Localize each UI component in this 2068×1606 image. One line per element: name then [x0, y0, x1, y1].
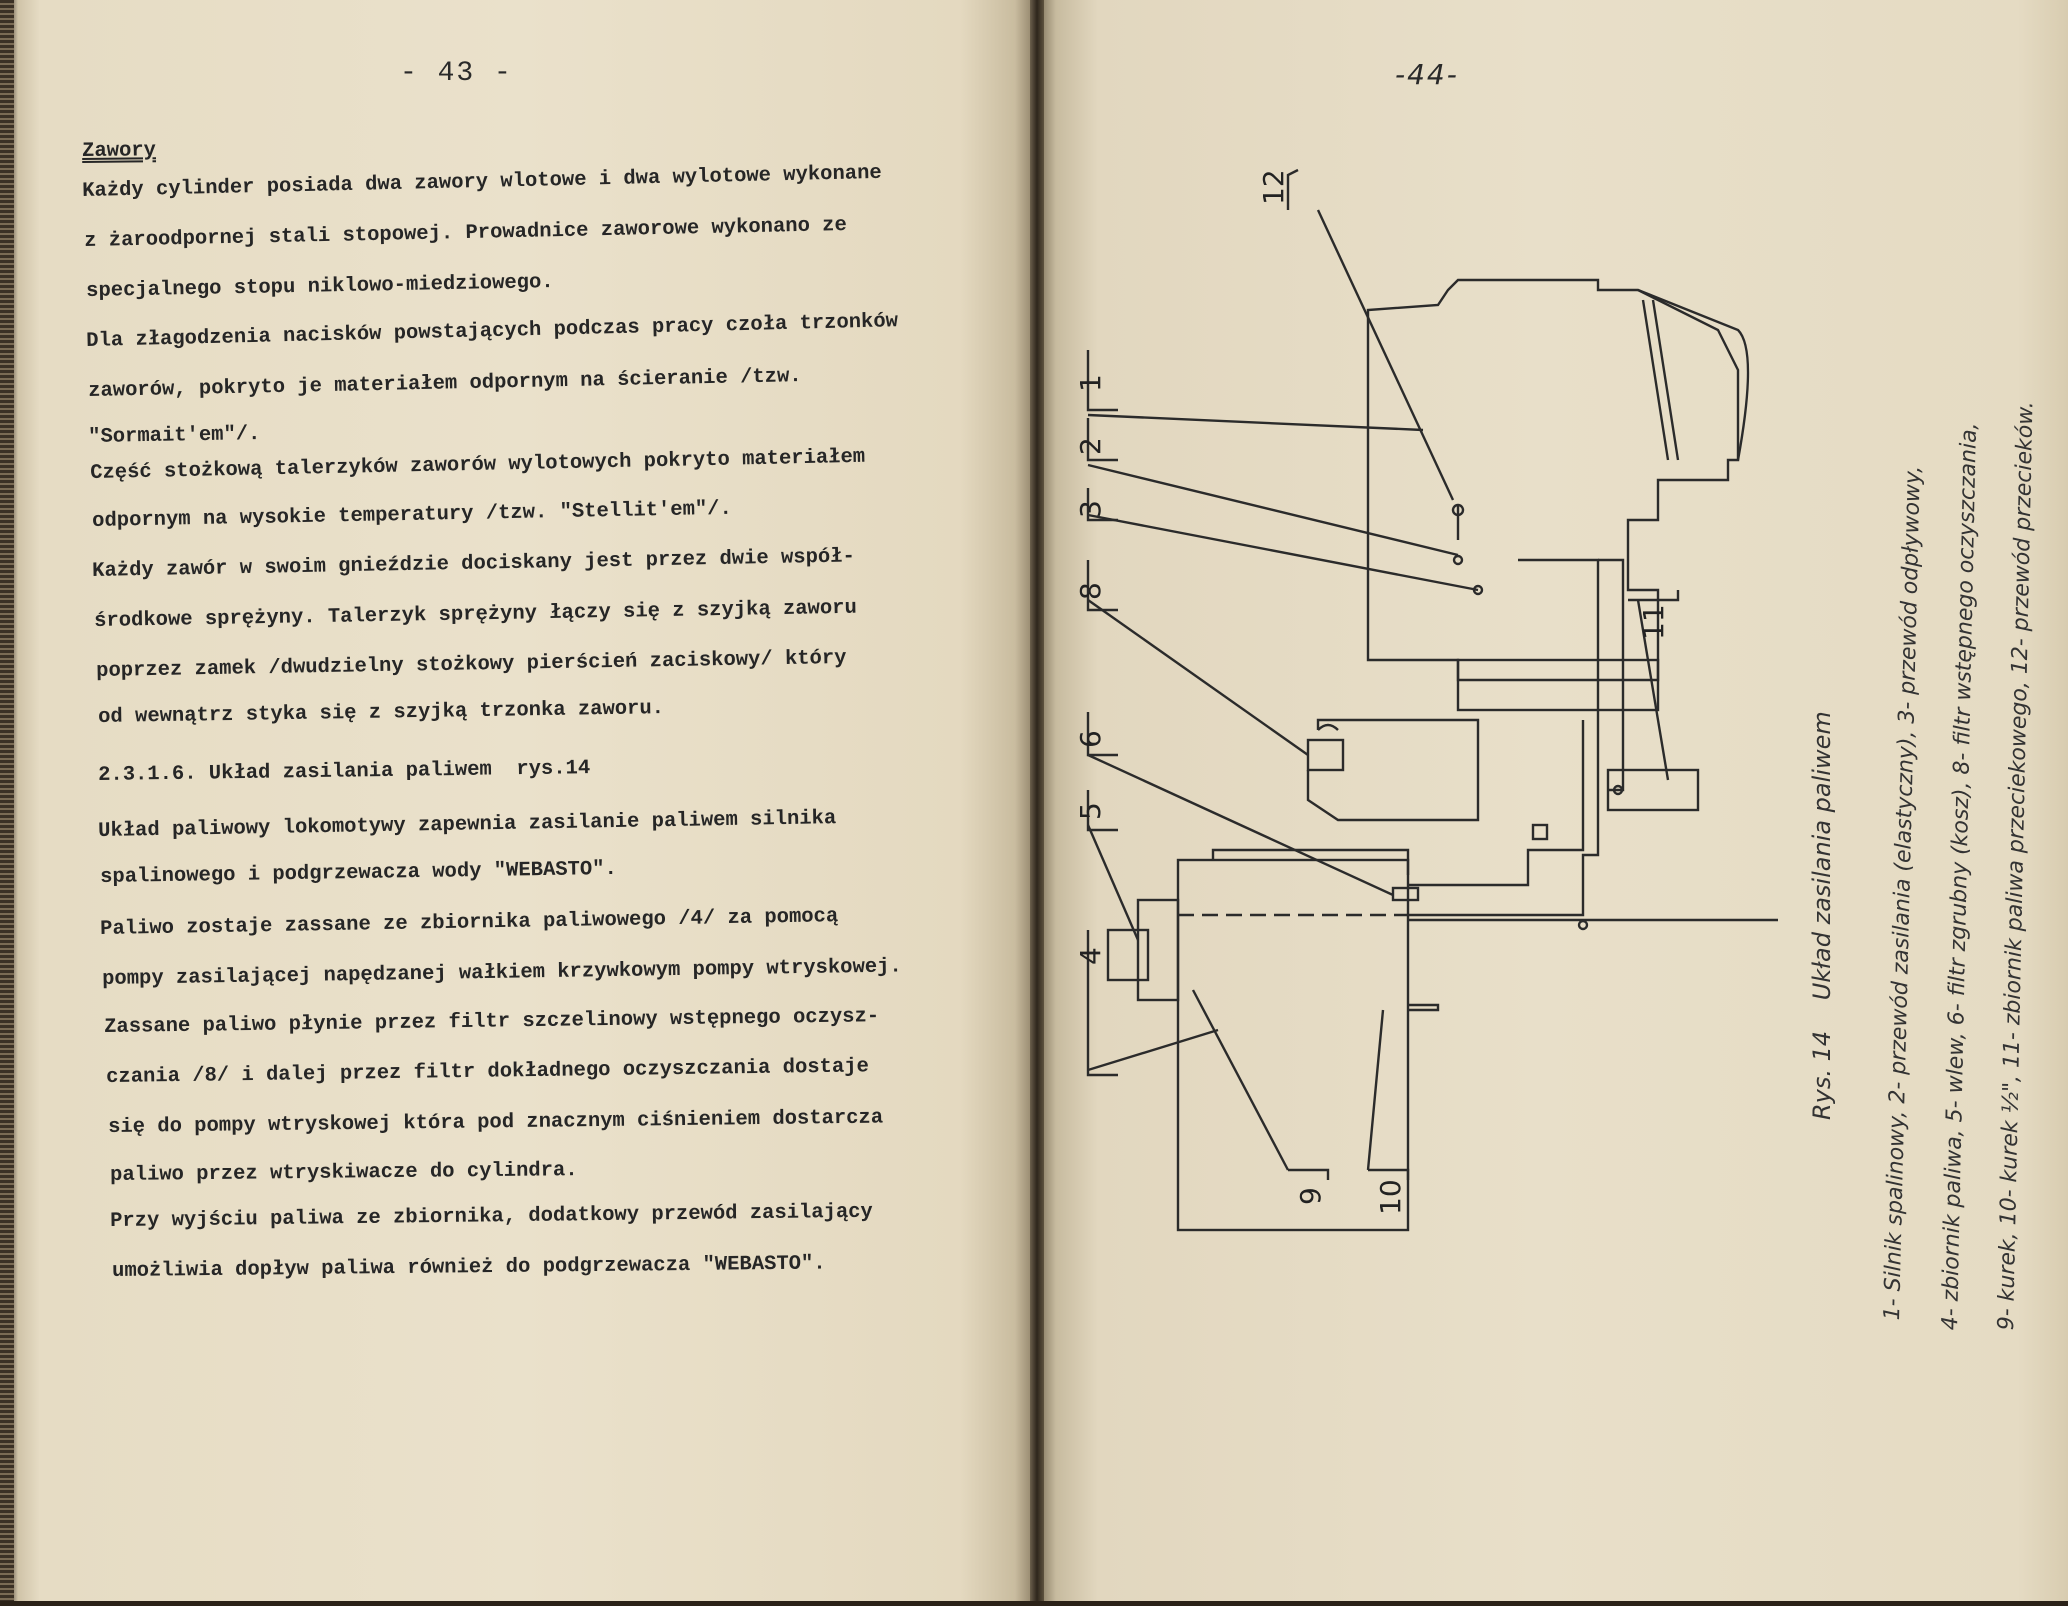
text-line: umożliwia dopływ paliwa również do podgrzewacza "WEBASTO". — [112, 1252, 826, 1283]
figure-caption-title: Rys. 14 Układ zasilania paliwem — [1808, 711, 1836, 1120]
text-line: Układ paliwowy lokomotywy zapewnia zasilanie paliwem silnika — [98, 807, 837, 843]
leak-line — [1598, 560, 1623, 790]
label-2: 2 — [1074, 437, 1107, 455]
label-12: 12 — [1257, 169, 1290, 205]
label-11: 11 — [1637, 604, 1670, 640]
label-5: 5 — [1074, 802, 1107, 820]
filler-cap — [1138, 900, 1178, 1000]
text-line: od wewnątrz styka się z szyjką trzonka zaworu. — [98, 697, 665, 729]
text-line: poprzez zamek /dwudzielny stożkowy pierścień zaciskowy/ który — [96, 646, 847, 683]
label-8: 8 — [1074, 582, 1107, 600]
pump-box — [1458, 660, 1658, 710]
text-line: Dla złagodzenia nacisków powstających podczas pracy czoła trzonków — [86, 310, 899, 353]
text-line: odpornym na wysokie temperatury /tzw. "Stellit'em"/. — [92, 497, 733, 533]
text-line: Każdy cylinder posiada dwa zawory wlotowe i dwa wylotowe wykonane — [82, 161, 882, 203]
return-line — [1408, 560, 1598, 915]
heading-zawory: Zawory — [82, 139, 157, 163]
text-line: się do pompy wtryskowej która pod znacznym ciśnieniem dostarcza — [108, 1106, 884, 1139]
label-4: 4 — [1074, 947, 1107, 965]
text-line: paliwo przez wtryskiwacze do cylindra. — [110, 1159, 578, 1187]
engine-outline — [1368, 280, 1738, 680]
filter-prelim — [1308, 740, 1343, 770]
text-line: zaworów, pokryto je materiałem odpornym na ścieranie /tzw. — [88, 365, 802, 403]
page-number-left: - 43 - — [400, 58, 513, 89]
text-line: czania /8/ i dalej przez filtr dokładnego oczyszczania dostaje — [106, 1055, 869, 1089]
text-line: Paliwo zostaje zassane ze zbiornika paliwowego /4/ za pomocą — [100, 905, 839, 941]
text-line: pompy zasilającej napędzanej wałkiem krzywkowym pompy wtryskowej. — [102, 955, 902, 991]
filler-neck — [1108, 930, 1148, 980]
text-line: Część stożkową talerzyków zaworów wylotowych pokryto materiałem — [90, 445, 866, 485]
page-edge-stack — [0, 0, 14, 1601]
text-line: Zassane paliwo płynie przez filtr szczelinowy wstępnego oczysz- — [104, 1005, 880, 1039]
text-line: spalinowego i podgrzewacza wody "WEBASTO". — [100, 857, 617, 889]
label-6: 6 — [1074, 730, 1107, 748]
supply-line — [1213, 850, 1408, 875]
label-10: 10 — [1374, 1179, 1407, 1215]
label-1: 1 — [1074, 374, 1107, 392]
text-line: specjalnego stopu niklowo-miedziowego. — [86, 271, 554, 303]
figure-legend-line: 4- zbiornik paliwa, 5- wlew, 6- filtr zgrubny (kosz), 8- filtr wstępnego oczyszczania, — [1938, 422, 1983, 1331]
text-line: Każdy zawór w swoim gnieździe dociskany jest przez dwie współ- — [92, 545, 856, 583]
text-line: Przy wyjściu paliwa ze zbiornika, dodatkowy przewód zasilający — [110, 1200, 873, 1233]
text-line: z żaroodpornej stali stopowej. Prowadnice zaworowe wykonano ze — [84, 214, 848, 253]
section-heading: 2.3.1.6. Układ zasilania paliwem rys.14 — [98, 757, 591, 787]
feed-line — [1408, 720, 1583, 885]
figure-legend-line: 1- Silnik spalinowy, 2- przewód zasilania (elastyczny), 3- przewód odpływowy, — [1880, 465, 1926, 1321]
filter-coarse — [1393, 888, 1418, 900]
text-line: środkowe sprężyny. Talerzyk sprężyny łączy się z szyjką zaworu — [94, 596, 858, 633]
page-number-right: -44- — [1395, 58, 1459, 91]
figure-legend-line: 9- kurek, 10- kurek ½", 11- zbiornik paliwa przeciekowego, 12- przewód przecieków. — [1994, 400, 2039, 1331]
label-3: 3 — [1074, 500, 1107, 518]
label-9: 9 — [1294, 1187, 1327, 1205]
text-line: "Sormait'em"/. — [88, 422, 261, 449]
